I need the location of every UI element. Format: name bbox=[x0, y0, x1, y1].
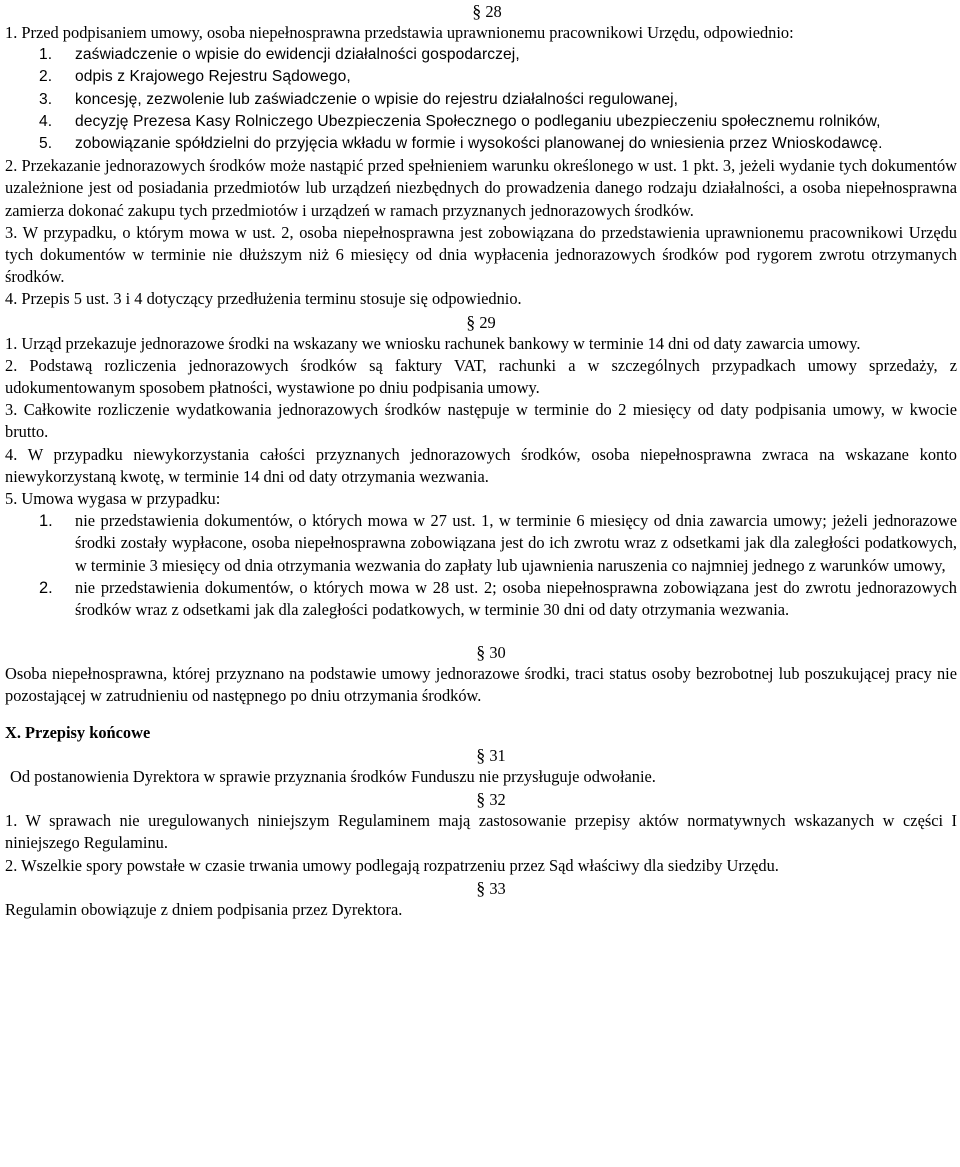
section-32-heading bbox=[5, 788, 957, 810]
s29-item-3: 3. Całkowite rozliczenie wydatkowania jednorazowych środków następuje w terminie do 2 miesięcy od daty podpisania umowy, w kwocie brutto. bbox=[5, 400, 957, 442]
s29-expiry-list bbox=[5, 510, 957, 621]
section-symbol: § bbox=[476, 789, 486, 810]
section-symbol: § bbox=[476, 642, 486, 663]
s29-item-1: 1. Urząd przekazuje jednorazowe środki na wskazany we wniosku rachunek bankowy w terminie 14 dni od daty zawarcia umowy. bbox=[5, 333, 861, 353]
s31-text: Od postanowienia Dyrektora w sprawie przyznania środków Funduszu nie przysługuje odwołanie. bbox=[10, 766, 656, 786]
s29-item-2: 2. Podstawą rozliczenia jednorazowych środków są faktury VAT, rachunki a w szczególnych przypadkach umowy sprzedaży, z udokumentowanym sposobem płatności, wystawione po dniu podpisania umowy. bbox=[5, 355, 957, 398]
section-31-heading bbox=[5, 744, 957, 766]
s29-item-4: 4. W przypadku niewykorzystania całości przyznanych jednorazowych środków, osoba niepełnosprawna zwraca na wskazane konto niewykorzystaną kwotę, w terminie 14 dni od daty otrzymania wezwania. bbox=[5, 444, 957, 486]
s28-item-4: 4. Przepis 5 ust. 3 i 4 dotyczący przedłużenia terminu stosuje się odpowiednio. bbox=[5, 289, 522, 309]
section-number: 33 bbox=[489, 878, 506, 898]
list-item: 2. odpis z Krajowego Rejestru Sądowego, bbox=[39, 68, 351, 86]
s28-item-1-intro: 1. Przed podpisaniem umowy, osoba niepełnosprawna przedstawia uprawnionemu pracownikowi Urzędu, odpowiednio: bbox=[5, 23, 794, 42]
section-30-heading bbox=[5, 641, 957, 663]
s32-item-1: 1. W sprawach nie uregulowanych niniejszym Regulaminem mają zastosowanie przepisy aktów normatywnych wskazanych w części I niniejszego Regulaminu. bbox=[5, 811, 957, 853]
s28-item-3: 3. W przypadku, o którym mowa w ust. 2, osoba niepełnosprawna jest zobowiązana do przedstawienia uprawnionemu pracownikowi Urzędu tych dokumentów w terminie nie dłuższym niż 6 miesięcy od dnia wypłacenia jednorazowych środków pod rygorem zwrotu otrzymanych środków. bbox=[5, 222, 957, 287]
section-number: 31 bbox=[489, 745, 506, 765]
list-item: 1. nie przedstawienia dokumentów, o których mowa w 27 ust. 1, w terminie 6 miesięcy od dnia zawarcia umowy; jeżeli jednorazowe środki zostały wypłacone, osoba niepełnosprawna zobowiązana jest do ich zwrotu wraz z odsetkami jak dla zaległości podatkowych, w terminie 3 miesięcy od dnia otrzymania wezwania do zapłaty lub ujawnienia naruszenia co najmniej jednego z warunków umowy, bbox=[39, 511, 957, 575]
section-symbol: § bbox=[476, 744, 486, 765]
section-29-heading bbox=[5, 311, 957, 333]
list-item: 5. zobowiązanie spółdzielni do przyjęcia wkładu w formie i wysokości planowanej do wniesienia przez Wnioskodawcę. bbox=[39, 135, 883, 153]
s28-document-list bbox=[5, 44, 957, 155]
section-number: 30 bbox=[489, 643, 506, 663]
section-number: 28 bbox=[485, 2, 502, 21]
list-item: 1. zaświadczenie o wpisie do ewidencji działalności gospodarczej, bbox=[39, 46, 520, 64]
s33-text: Regulamin obowiązuje z dniem podpisania przez Dyrektora. bbox=[5, 899, 403, 919]
s32-item-2: 2. Wszelkie spory powstałe w czasie trwania umowy podlegają rozpatrzeniu przez Sąd właściwy dla siedziby Urzędu. bbox=[5, 855, 779, 875]
section-number: 29 bbox=[479, 312, 496, 332]
list-item: 2. nie przedstawienia dokumentów, o których mowa w 28 ust. 2; osoba niepełnosprawna zobowiązana jest do zwrotu jednorazowych środków wraz z odsetkami jak dla zaległości podatkowych, w terminie 30 dni od daty otrzymania wezwania. bbox=[39, 577, 957, 620]
section-symbol: § bbox=[476, 877, 486, 898]
section-33-heading bbox=[5, 877, 957, 899]
s28-item-2: 2. Przekazanie jednorazowych środków może nastąpić przed spełnieniem warunku określonego w ust. 1 pkt. 3, jeżeli wydanie tych dokumentów uzależnione jest od posiadania przedmiotów lub urządzeń niezbędnych do prowadzenia danego rodzaju działalności, a osoba niepełnosprawna zamierza dokonać zakupu tych przedmiotów i urządzeń w ramach przyznanych jednorazowych środków. bbox=[5, 156, 957, 220]
s30-text: Osoba niepełnosprawna, której przyznano na podstawie umowy jednorazowe środki, traci status osoby bezrobotnej lub poszukującej pracy nie pozostającej w zatrudnieniu od następnego po dniu otrzymania środków. bbox=[5, 664, 957, 706]
list-item: 3. koncesję, zezwolenie lub zaświadczenie o wpisie do rejestru działalności regulowanej, bbox=[39, 90, 679, 108]
section-symbol: § bbox=[466, 311, 476, 332]
section-number: 32 bbox=[489, 790, 506, 810]
list-item: 4. decyzję Prezesa Kasy Rolniczego Ubezpieczenia Społecznego o podleganiu ubezpieczeniu społecznemu rolników, bbox=[39, 112, 881, 130]
s29-item-5-intro: 5. Umowa wygasa w przypadku: bbox=[5, 489, 221, 509]
document-page bbox=[5, 0, 957, 921]
section-28-heading bbox=[5, 0, 957, 22]
section-symbol: § bbox=[472, 1, 482, 21]
chapter-heading: X. Przepisy końcowe bbox=[5, 722, 151, 742]
